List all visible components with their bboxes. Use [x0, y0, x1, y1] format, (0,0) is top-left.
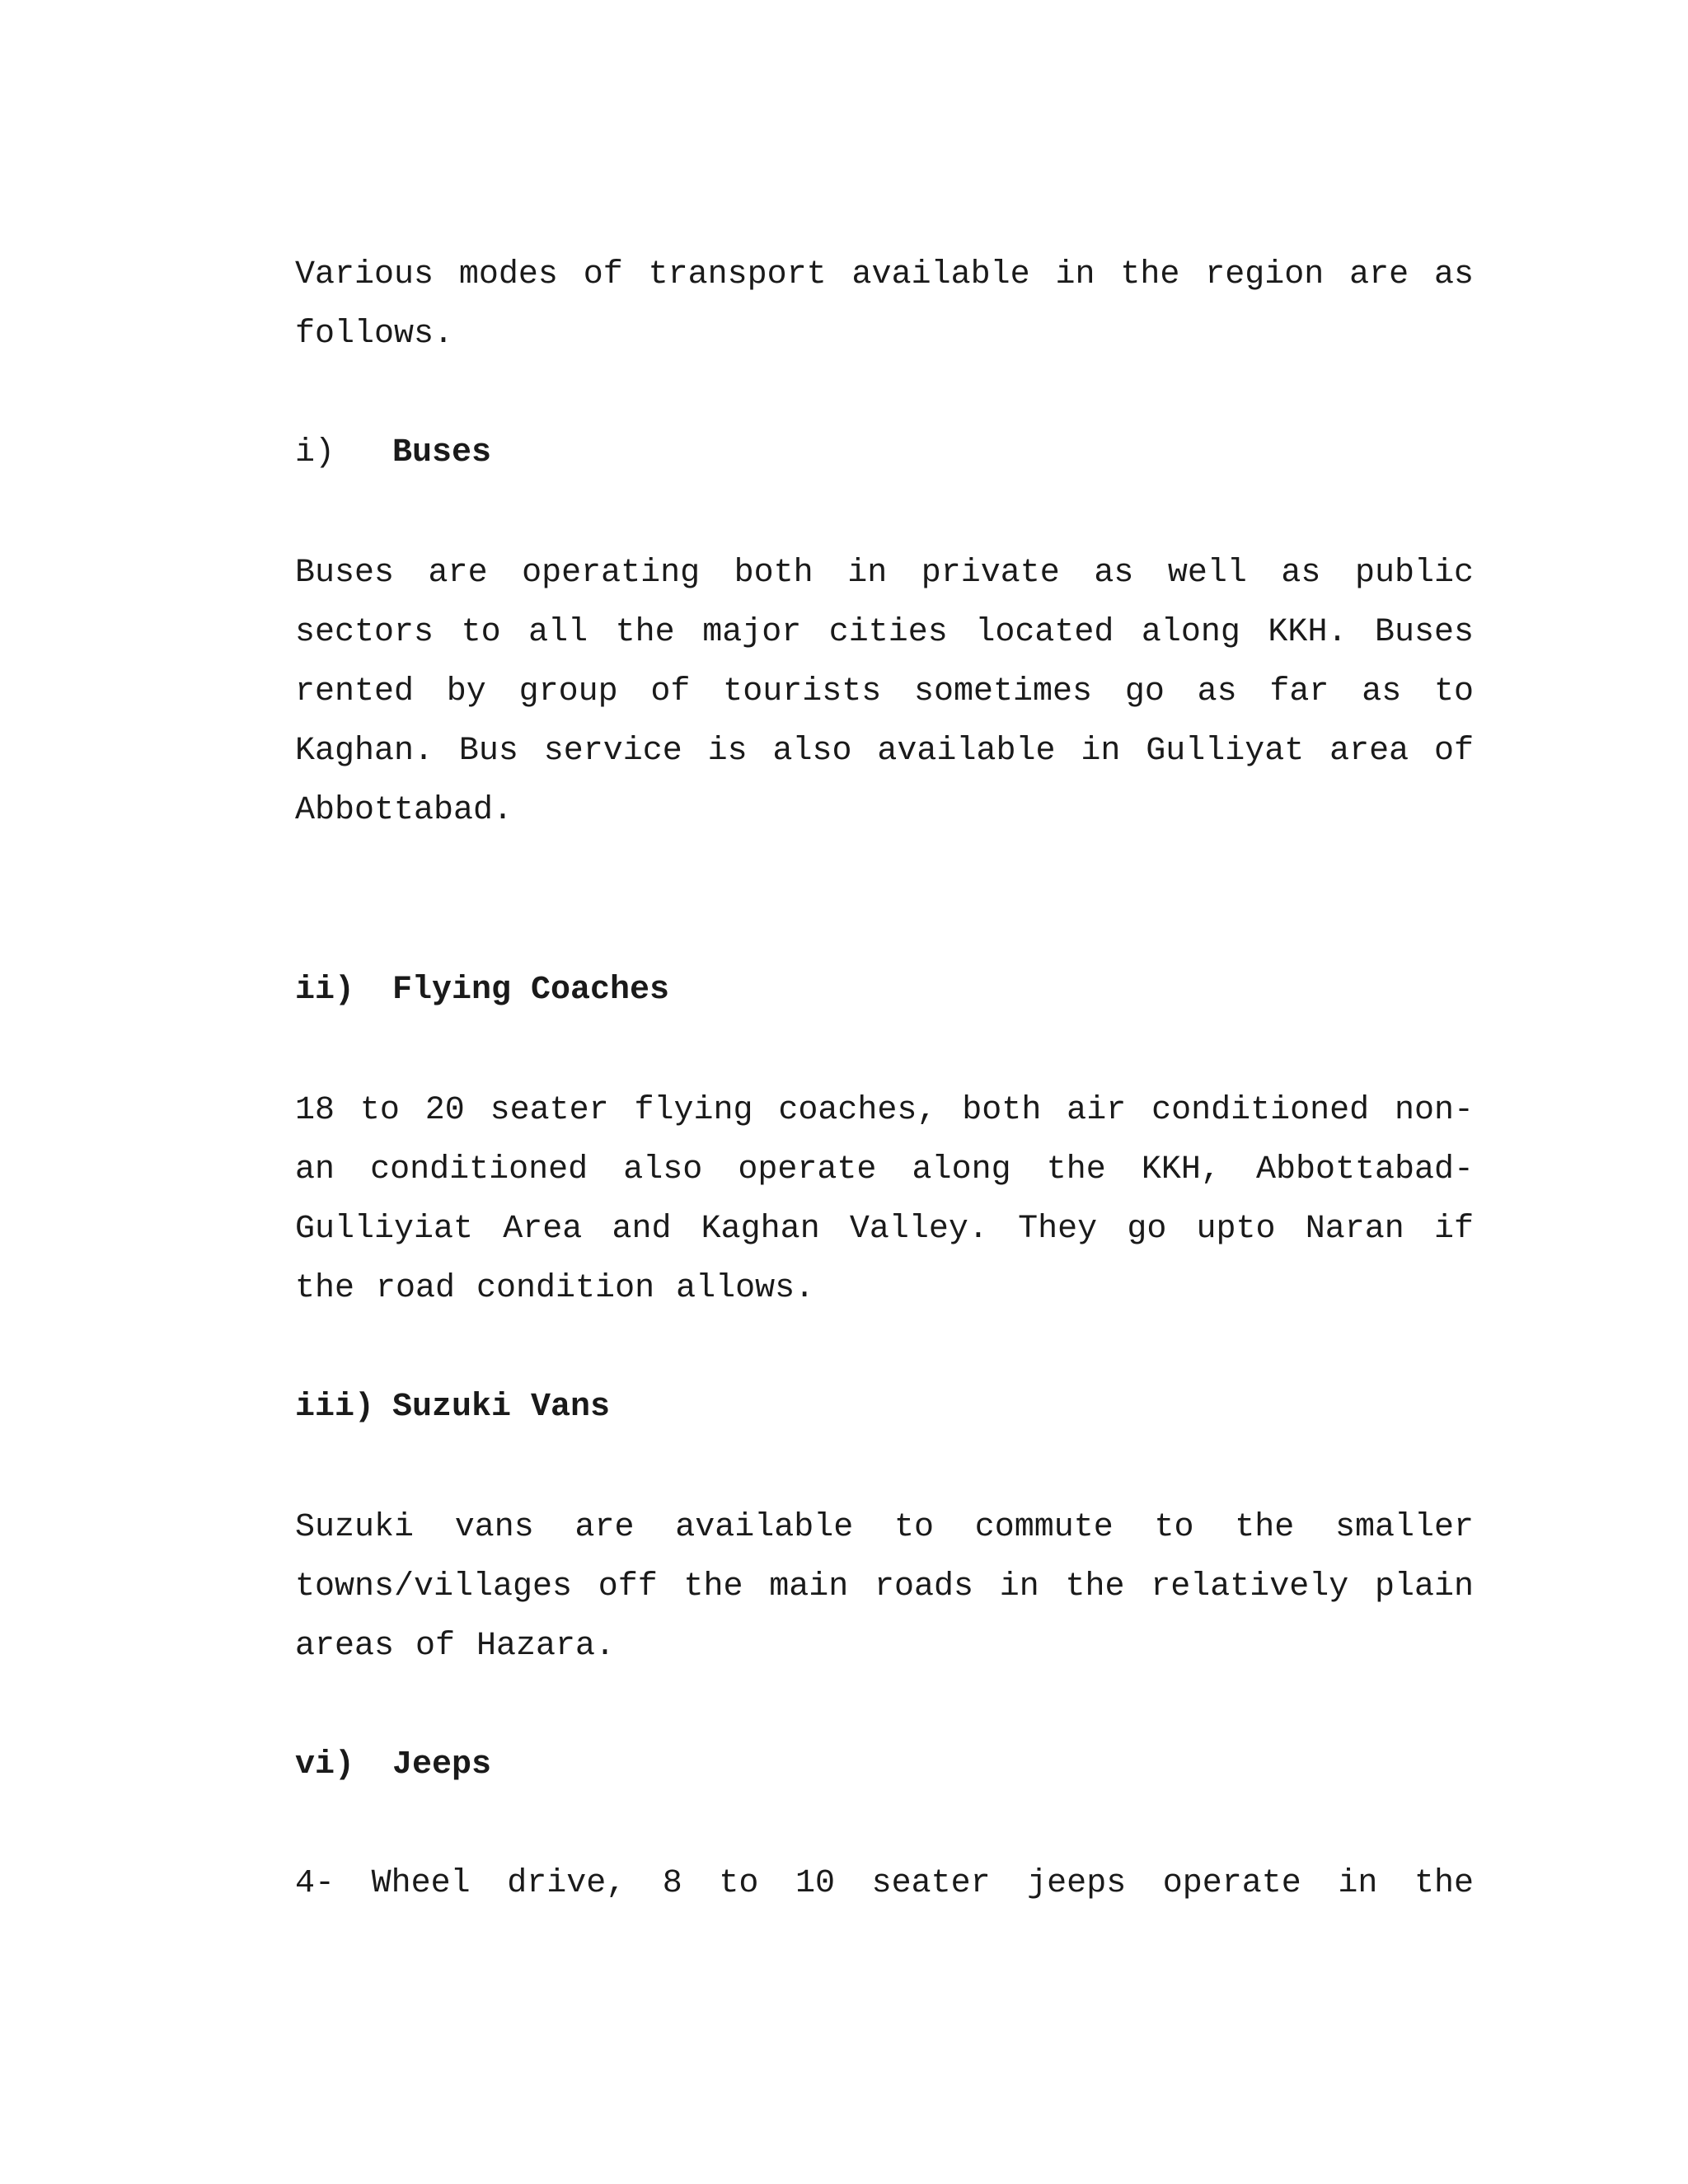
section-title: Buses: [392, 434, 492, 471]
section-heading-jeeps: [295, 1736, 1474, 1795]
jeeps-paragraph: 4- Wheel drive, 8 to 10 seater jeeps operate in the: [295, 1865, 1474, 1902]
section-heading-suzuki-vans: [295, 1378, 1474, 1437]
section-heading-buses: [295, 424, 1474, 483]
section-number: iii): [295, 1389, 375, 1426]
section-title: Flying Coaches: [392, 972, 670, 1009]
section-number: vi): [295, 1746, 355, 1783]
suzuki-vans-paragraph: Suzuki vans are available to commute to the smaller towns/villages off the main roads in the relatively plain areas of Hazara.: [295, 1509, 1474, 1665]
section-heading-flying-coaches: [295, 961, 1474, 1020]
section-number: i): [295, 434, 335, 471]
section-number: ii): [295, 972, 355, 1009]
intro-paragraph: Various modes of transport available in the region are as follows.: [295, 256, 1474, 353]
buses-paragraph: Buses are operating both in private as well as public sectors to all the major cities located along KKH. Buses rented by group of tourists sometimes go as far as to Kaghan. Bus service is also available in Gulliyat area of Abbottabad.: [295, 555, 1474, 829]
section-title: Suzuki Vans: [392, 1389, 611, 1426]
flying-coaches-paragraph: 18 to 20 seater flying coaches, both air conditioned non-an conditioned also operate along the KKH, Abbottabad-Gulliyiat Area and Kaghan Valley. They go upto Naran if the road condition allows.: [295, 1092, 1474, 1307]
section-title: Jeeps: [392, 1746, 492, 1783]
